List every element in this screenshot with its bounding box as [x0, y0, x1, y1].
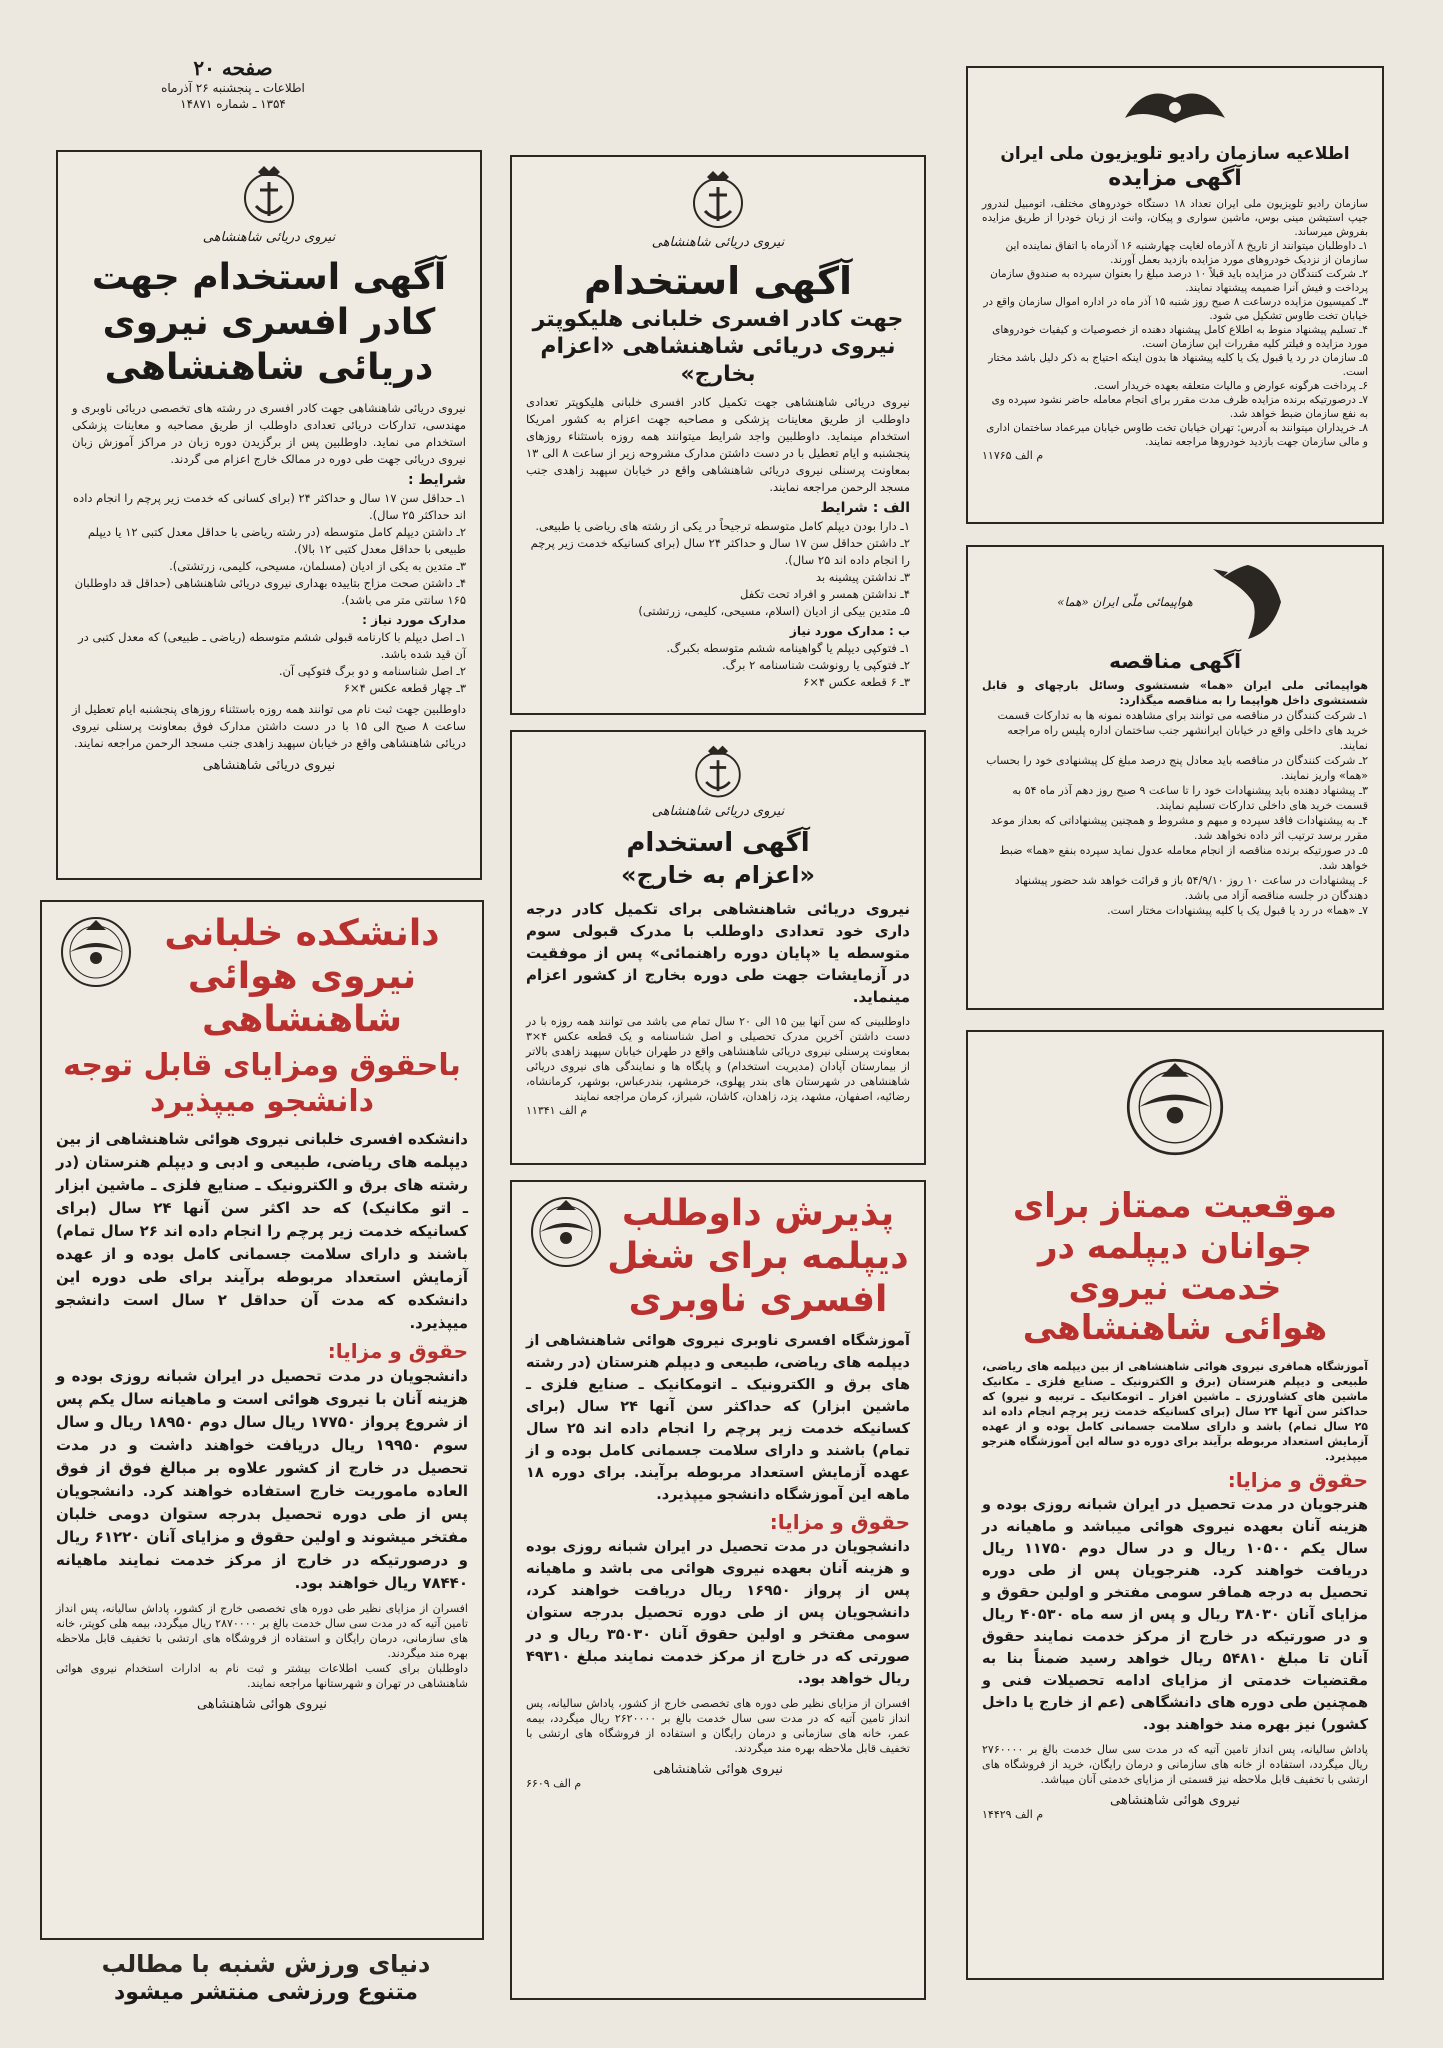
ad-signature: نیروی هوائی شاهنشاهی	[197, 1696, 327, 1712]
ad-reference: م الف ۶۶۰۹	[526, 1776, 582, 1790]
small-print: افسران از مزایای نظیر طی دوره های تخصصی خارج از کشور، پاداش سالیانه، پس انداز تامین آتیه که در مدت سی سال خدمت بالغ بر ۲۸۷۰۰۰۰ ریال میگردد، بیمه هلی کوپتر، خانه های سازمانی، درمان رایگان و استفاده از فروشگاه های ارتشی با تخفیف قابل ملاحظه بهره مند میگردند.	[56, 1601, 468, 1660]
list-item: ۵ـ متدین بیکی از ادیان (اسلام، مسیحی، کلیمی، زرتشتی)	[638, 604, 910, 618]
list-item: ۱ـ حداقل سن ۱۷ سال و حداکثر ۲۴ (برای کسانی که خدمت زیر پرچم را انجام داده اند حداکثر ۲۵ سال).	[73, 491, 466, 522]
ad-intro: نیروی دریائی شاهنشاهی جهت کادر افسری در رشته های تخصصی دریائی ناوبری و مهندسی، تدارکات دریائی تعدادی داوطلب از طریق مصاحبه و معاینات پزشکی استخدام می نماید. داوطلبین پس از برگزیدن دوره زبان در مراکز آموزش زبان نیروی دریائی جهت طی دوره در ممالک خارج اعزام می گردند.	[72, 401, 466, 466]
homa-bird-logo-icon	[1203, 557, 1293, 647]
ad-homafar	[966, 1030, 1384, 1980]
ad-header-org: اطلاعیه سازمان رادیو تلویزیون ملی ایران	[1000, 144, 1350, 164]
ad-title-line3: شاهنشاهی	[201, 999, 403, 1041]
ad-title-line1: موقعیت ممتاز برای	[1012, 1186, 1338, 1226]
list-item: ۲ـ اصل شناسنامه و دو برگ فتوکپی آن.	[278, 664, 466, 678]
ad-body: آموزشگاه همافری نیروی هوائی شاهنشاهی از بین دیپلمه های ریاضی، طبیعی و دیپلم هنرستان (برق و الکترونیک ـ صنایع فلزی ـ مکانیک ماشین های کشاورزی ـ ماشین افزار ـ اتومکانیک ـ تربیه و نیرو) که حداکثر سن آنها ۲۴ سال (برای کسانیکه خدمت زیر پرچم انجام داده اند ۲۵ سال تمام) باشد و دارای سلامت جسمانی کامل بوده و از عهده آزمایش استعداد مربوطه برآیند برای دوره دو ساله این آموزشگاه هنرجو میپذیرد.	[982, 1360, 1369, 1464]
ad-header-row	[526, 1192, 910, 1322]
list-item: ۳ـ نداشتن پیشینه بد	[815, 570, 910, 584]
documents-list	[526, 640, 910, 691]
navy-anchor-emblem-icon	[688, 742, 748, 802]
radio-tv-logo-icon	[1115, 78, 1235, 138]
ad-title-line2: «اعزام به خارج»	[620, 860, 816, 889]
ad-title-line3: دریائی شاهنشاهی	[104, 347, 434, 388]
page-number: صفحه ۲۰	[193, 56, 273, 80]
list-item: ۴ـ تسلیم پیشنهاد منوط به اطلاع کامل پیشنهاد دهنده از خصوصیات و کیفیات خودروهای مورد مزایده و فیلتر کلیه مقررات این سازمان است.	[992, 323, 1368, 350]
ad-details: داوطلبینی که سن آنها بین ۱۵ الی ۲۰ سال تمام می باشد می توانند همه روزه با در دست داشتن آخرین مدرک تحصیلی و اصل شناسنامه و یک قطعه عکس ۴×۳ بمعاونت پرسنلی نیروی دریائی شاهنشاهی واقع در طهران خیابان سپهبد زاهدی بالاتر از بیمارستان آپادان (مدیریت استخدام) و پایگاه ها و نمایندگی های نیروی دریائی شاهنشاهی در شهرستان های بندر پهلوی، خرمشهر، بندرعباس، بوشهر، کرمانشاه، رضائیه، اصفهان، مشهد، یزد، زاهدان، کاشان، شیراز، کرمان مراجعه نمایند	[526, 1014, 910, 1103]
list-item: ۶ـ پیشنهادات در ساعت ۱۰ روز ۵۴/۹/۱۰ باز و قرائت خواهد شد حضور پیشنهاد دهندگان در جلسه مناقصه آزاد می باشد.	[1014, 874, 1368, 902]
sports-notice	[56, 1950, 476, 2006]
list-item: ۲ـ شرکت کنندگان در مناقصه باید معادل پنج درصد مبلغ کل پیشنهادی خود را بحساب «هما» واریز نمایند.	[986, 754, 1368, 782]
ad-header-row	[56, 912, 468, 1042]
conditions-heading: الف : شرایط	[820, 500, 910, 516]
ad-subtitle-line1: باحقوق ومزایای قابل توجه	[63, 1047, 461, 1083]
tender-terms-list	[982, 708, 1368, 918]
homa-logo	[982, 557, 1368, 647]
documents-list	[72, 629, 466, 697]
list-item: ۴ـ به پیشنهادات فاقد سپرده و مبهم و مشروط و همچنین پیشنهاداتی که بعداز موعد مقرر برسد ترتیب اثر داده نخواهد شد.	[991, 814, 1368, 842]
ad-navy-officer	[56, 150, 482, 880]
masthead	[118, 56, 348, 112]
list-item: ۷ـ درصورتیکه برنده مزایده ظرف مدت مقرر برای انجام معامله حاضر نشود سپرده وی به نفع سازمان ضبط خواهد شد.	[991, 393, 1368, 420]
org-tag: نیروی دریائی شاهنشاهی	[202, 230, 336, 245]
ad-title-line1: آگهی استخدام	[583, 259, 852, 303]
ad-homa-tender	[966, 545, 1384, 1010]
small-print: پاداش سالیانه، پس انداز تامین آتیه که در مدت سی سال خدمت بالغ بر ۲۷۶۰۰۰۰ ریال میگردد، استفاده از خانه های سازمانی و درمان رایگان، خرید از فروشگاه های ارتشی با تخفیف قابل ملاحظه نیز قسمتی از مزایای خدمتی آنان میباشد.	[982, 1743, 1368, 1787]
ad-title-line1: آگهی استخدام جهت	[91, 257, 447, 298]
documents-heading: ب : مدارک مورد نیاز	[789, 624, 910, 638]
list-item: ۱ـ اصل دیپلم با کارنامه قبولی ششم متوسطه (ریاضی ـ طبیعی) که معدل کتبی در آن قید شده باشد.	[78, 630, 466, 661]
sports-line1: دنیای ورزش شنبه با مطالب	[101, 1950, 431, 1978]
list-item: ۶ـ پرداخت هرگونه عوارض و مالیات متعلقه بعهده خریدار است.	[1093, 379, 1368, 392]
ad-signature: نیروی هوائی شاهنشاهی	[1110, 1793, 1240, 1809]
org-tag: نیروی دریائی شاهنشاهی	[651, 804, 785, 819]
ad-main-text: نیروی دریائی شاهنشاهی برای تکمیل کادر درجه داری خود تعدادی داوطلب با مدرک قبولی سوم متوسطه یا «پایان دوره راهنمائی» پس از موفقیت در آزمایشات جهت طی دوره بخارج از کشور اعزام مینماید.	[526, 899, 910, 1006]
masthead-issue: ۱۳۵۴ ـ شماره ۱۴۸۷۱	[180, 97, 286, 111]
list-item: ۲ـ شرکت کنندگان در مزایده باید قبلاً ۱۰ درصد مبلغ را بعنوان سپرده به صندوق سازمان پرداخت و فیش آنرا ضمیمه پیشنهاد نمایند.	[990, 267, 1368, 294]
navy-anchor-emblem-icon	[685, 167, 751, 233]
benefits-heading: حقوق و مزایا:	[1227, 1468, 1368, 1493]
list-item: ۳ـ متدین به یکی از ادیان (مسلمان، مسیحی، کلیمی، زرتشتی).	[169, 559, 466, 573]
auction-terms-list	[982, 239, 1368, 449]
ad-subtitle-line2: دانشجو میپذیرد	[149, 1083, 375, 1119]
list-item: ۱ـ فتوکپی دیپلم یا گواهینامه ششم متوسطه بکبرگ.	[666, 641, 910, 655]
masthead-date: اطلاعات ـ پنجشنبه ۲۶ آذرماه	[161, 81, 305, 95]
list-item: ۷ـ «هما» در رد یا قبول یک یا کلیه پیشنهادات مختار است.	[1107, 904, 1368, 917]
list-item: ۳ـ چهار قطعه عکس ۴×۶	[343, 681, 466, 695]
list-item: ۲ـ داشتن حداقل سن ۱۷ سال و حداکثر ۲۴ سال (برای کسانیکه خدمت زیر پرچم را انجام داده اند ۲۵ سال).	[530, 536, 910, 567]
ad-title-line2: نیروی هوائی	[187, 956, 417, 998]
list-item: ۵ـ سازمان در رد یا قبول یک یا کلیه پیشنهاد ها بدون اینکه احتیاج به ذکر دلیل باشد مختار است.	[988, 351, 1368, 378]
conditions-list	[72, 490, 466, 609]
list-item: ۵ـ در صورتیکه برنده مناقصه از انجام معامله عدول نماید سپرده بنفع «هما» ضبط خواهد شد.	[999, 844, 1368, 872]
homa-logo-text: هواپیمائی ملّی ایران «هما»	[1057, 595, 1193, 609]
list-item: ۳ـ کمیسیون مزایده درساعت ۸ صبح روز شنبه ۱۵ آذر ماه در اداره اموال سازمان واقع در خیابان تخت طاوس تشکیل می شود.	[983, 295, 1368, 322]
ad-reference: م الف ۱۱۳۴۱	[526, 1103, 588, 1117]
benefits-text: دانشجویان در مدت تحصیل در ایران شبانه روزی بوده و هزینه آنان با نیروی هوائی است و ماهیانه سال یکم پس از شروع پرواز ۱۷۷۵۰ ریال سال دوم ۱۸۹۵۰ ریال و سال سوم ۱۹۹۵۰ ریال دریافت خواهند داشت و در مدت تحصیل در خارج از کشور علاوه بر مبالغ فوق از فوق العاده ماموریت خارج استفاده خواهند کرد. دانشجویان پس از طی دوره تحصیل بدرجه ستوان دومی خلبان مفتخر میشوند و اولین حقوق و مزایای آنان ۶۱۲۲۰ ریال و درصورتیکه در خارج از مرکز خدمت نمایند ماهیانه ۷۸۴۴۰ ریال خواهند بود.	[56, 1366, 468, 1592]
ad-signature: نیروی هوائی شاهنشاهی	[653, 1761, 783, 1777]
ad-intro: سازمان رادیو تلویزیون ملی ایران تعداد ۱۸ دستگاه خودروهای مختلف، اتومبیل لندرور جیپ استیشن مینی بوس، ماشین سواری و پیکان، وانت از زبان خودرا از طریق مزایده بفروش میرساند.	[982, 197, 1368, 238]
ad-radio-tv-auction	[966, 66, 1384, 524]
ad-signature: نیروی دریائی شاهنشاهی	[202, 758, 336, 773]
ad-body: دانشکده افسری خلبانی نیروی هوائی شاهنشاهی از بین دیپلمه های ریاضی، طبیعی و ادبی و دیپلم هنرستان (در رشته های برق و الکترونیک ـ صنایع فلزی ـ ماشین ابزار ـ اتو مکانیک) که حد اکثر سن آنها ۲۴ سال (برای کسانیکه خدمت زیر پرچم را انجام داده اند ۲۶ سال تمام) باشند و دارای سلامت جسمانی کامل بوده و از عهده آزمایش استعداد مربوطه برآیند برای طی دوره این دانشکده که مدت آن حداقل ۲ سال است دانشجو میپذیرد.	[56, 1129, 468, 1332]
ad-closing: داوطلبین جهت ثبت نام می توانند همه روزه باستثناء روزهای پنجشنبه ایام تعطیل از ساعت ۸ صبح الی ۱۵ با در دست داشتن مدارک فوق بمعاونت پرسنلی نیروی دریائی شاهنشاهی واقع در خیابان سپهبد زاهدی جنب مسجد الرحمن مراجعه نمایند.	[72, 702, 466, 750]
ad-navigator	[510, 1180, 926, 2000]
org-tag: نیروی دریائی شاهنشاهی	[651, 235, 785, 250]
ad-title-line1: پذیرش داوطلب	[621, 1193, 895, 1234]
ad-title: آگهی مناقصه	[1109, 649, 1241, 673]
ad-title-line1: دانشکده خلبانی	[164, 913, 440, 954]
ad-navy-abroad	[510, 730, 926, 1165]
list-item: ۴ـ داشتن صحت مزاج بتاییده بهداری نیروی دریائی شاهنشاهی (حداقل قد داوطلبان ۱۶۵ سانتی متر می باشد).	[74, 576, 466, 607]
benefits-text: دانشجویان در مدت تحصیل در ایران شبانه روزی بوده و هزینه آنان بعهده نیروی هوائی می باشد و ماهیانه پس از پرواز ۱۶۹۵۰ ریال دریافت خواهند کرد، دانشجویان پس از طی دوره تحصیل بدرجه ستوان سومی مفتخر و اولین حقوق آنان ۳۵۰۳۰ ریال و در صورتی که در خارج از مرکز خدمت نمایند مبلغ ۴۹۳۱۰ ریال خواهد بود.	[526, 1538, 910, 1687]
documents-heading: مدارک مورد نیاز :	[362, 613, 466, 627]
ad-reference: م الف ۱۴۴۲۹	[982, 1808, 1044, 1822]
ad-title-line3: نیروی دریائی شاهنشاهی «اعزام بخارج»	[540, 334, 896, 387]
ad-title-line2: جوانان دیپلمه در	[1037, 1226, 1313, 1267]
ad-title-line2: دیپلمه برای شغل	[607, 1236, 909, 1278]
list-item: ۱ـ داوطلبان میتوانند از تاریخ ۸ آذرماه لغایت چهارشنبه ۱۶ آذرماه با اتفاق نماینده این سازمان از نزدیک خودروهای مورد مزایده بازدید بعمل آورند.	[1005, 239, 1368, 266]
airforce-emblem-icon	[56, 912, 136, 992]
airforce-emblem-icon	[526, 1192, 606, 1272]
list-item: ۱ـ شرکت کنندگان در مناقصه می توانند برای مشاهده نمونه ها به تدارکات قسمت خرید های داخلی واقع در خیابان ایرانشهر جنب ساختمان اداره پلیس راه مراجعه نمایند.	[997, 709, 1368, 752]
conditions-heading: شرایط :	[408, 472, 466, 488]
benefits-heading: حقوق و مزایا:	[327, 1338, 468, 1363]
conditions-list	[526, 518, 910, 620]
list-item: ۲ـ فتوکپی یا رونوشت شناسنامه ۲ برگ.	[721, 658, 910, 672]
ad-title-line2: جهت کادر افسری خلبانی هلیکوپتر	[532, 306, 904, 332]
ad-title-line2: کادر افسری نیروی	[102, 302, 436, 343]
small-print: افسران از مزایای نظیر طی دوره های تخصصی خارج از کشور، پاداش سالیانه، پس انداز تامین آتیه که در مدت سی سال خدمت بالغ بر ۲۶۲۰۰۰۰ ریال میگردد، بیمه عمر، خانه های سازمانی و درمان رایگان و استفاده از فروشگاه های ارتشی با تخفیف قابل ملاحظه بهره مند میگردند.	[526, 1696, 910, 1755]
airforce-emblem-icon	[1120, 1052, 1230, 1162]
ad-title: آگهی مزایده	[1108, 166, 1242, 192]
list-item: ۸ـ خریداران میتوانند به آدرس: تهران خیابان تخت طاوس خیابان میرعماد ساختمان اداری و مالی سازمان جهت بازدید خودروها مراجعه نمایند.	[986, 421, 1368, 448]
ad-navy-helicopter	[510, 155, 926, 715]
ad-title-line4: هوائی شاهنشاهی	[1022, 1308, 1328, 1349]
ad-reference: م الف ۱۱۷۶۵	[982, 448, 1044, 462]
benefits-text: هنرجویان در مدت تحصیل در ایران شبانه روزی بوده و هزینه آنان بعهده نیروی هوائی میباشد و ماهیانه در سال یکم ۱۰۵۰۰ ریال و در سال دوم ۱۱۷۵۰ ریال دریافت خواهند کرد. هنرجویان پس از طی دوره تحصیل به درجه همافر سومی مفتخر و اولین حقوق و مزایای آنان ۳۸۰۳۰ ریال و پس از سه ماه ۴۰۵۳۰ ریال و در صورتیکه در خارج از مرکز خدمت نمایند حقوق آنان تا مبلغ ۵۴۸۱۰ ریال خواهد رسید ضمناً بنا به مقتضیات خدمتی از مزایای ادامه تحصیلات فنی و همچنین طی دوره های دانشگاهی (عم از خارج یا داخل کشور) نیز بهره مند خواهند بود.	[982, 1497, 1368, 1734]
ad-intro: هواپیمائی ملی ایران «هما» شستشوی وسائل بارچهای و قابل شستشوی داخل هواپیما را به مناقصه میگذارد:	[982, 679, 1368, 707]
ad-airforce-pilot-school	[40, 900, 484, 1940]
list-item: ۳ـ پیشنهاد دهنده باید پیشنهادات خود را تا ساعت ۹ صبح روز دهم آذر ماه ۵۴ به قسمت خرید های داخلی تدارکات تسلیم نمایند.	[1012, 784, 1368, 812]
navy-anchor-emblem-icon	[236, 162, 302, 228]
benefits-heading: حقوق و مزایا:	[769, 1509, 910, 1534]
ad-title-line3: افسری ناوبری	[628, 1279, 888, 1321]
list-item: ۱ـ دارا بودن دیپلم کامل متوسطه ترجیحاً در یکی از رشته های ریاضی یا طبیعی.	[535, 519, 910, 533]
ad-title-line3: خدمت نیروی	[1068, 1267, 1282, 1308]
ad-title-line1: آگهی استخدام	[626, 828, 810, 858]
ad-body: آموزشگاه افسری ناوبری نیروی هوائی شاهنشاهی از دیپلمه های ریاضی، طبیعی و دیپلم هنرستان (در رشته های برق و الکترونیک ـ اتومکانیک ـ صنایع فلزی ـ ماشین ابزار) که حداکثر سن آنها ۲۴ سال (برای کسانیکه خدمت زیر پرچم را انجام داده اند ۲۵ سال تمام) باشند و دارای سلامت جسمانی کامل بوده و از عهده آزمایش استعداد مربوطه برآیند. برای دوره ۱۸ ماهه این آموزشگاه دانشجو میپذیرد.	[526, 1332, 911, 1503]
list-item: ۳ـ ۶ قطعه عکس ۴×۶	[803, 675, 910, 689]
small-print-2: داوطلبان برای کسب اطلاعات بیشتر و ثبت نام به ادارات استخدام نیروی هوائی شاهنشاهی در تهران و شهرستانها مراجعه نمایند.	[56, 1661, 468, 1690]
ad-intro: نیروی دریائی شاهنشاهی جهت تکمیل کادر افسری خلبانی هلیکوپتر تعدادی داوطلب از طریق معاینات پزشکی و مصاحبه جهت اعزام به کشور امریکا استخدام مینماید. داوطلبین واجد شرایط میتوانند همه روزه باستثناء روزهای پنجشنبه و ایام تعطیل با در دست داشتن مدارک مشروحه زیر از ساعت ۸ الی ۱۳ بمعاونت پرسنلی نیروی دریائی شاهنشاهی واقع در خیابان سپهبد زاهدی جنب مسجد الرحمن مراجعه نمایند.	[526, 395, 910, 494]
list-item: ۴ـ نداشتن همسر و افراد تحت تکفل	[739, 587, 910, 601]
list-item: ۲ـ داشتن دیپلم کامل متوسطه (در رشته ریاضی با حداقل معدل کتبی ۱۲ یا دیپلم طبیعی با حداقل معدل کتبی ۱۲ بالا).	[87, 525, 466, 556]
sports-line2: متنوع ورزشی منتشر میشود	[113, 1979, 418, 2005]
